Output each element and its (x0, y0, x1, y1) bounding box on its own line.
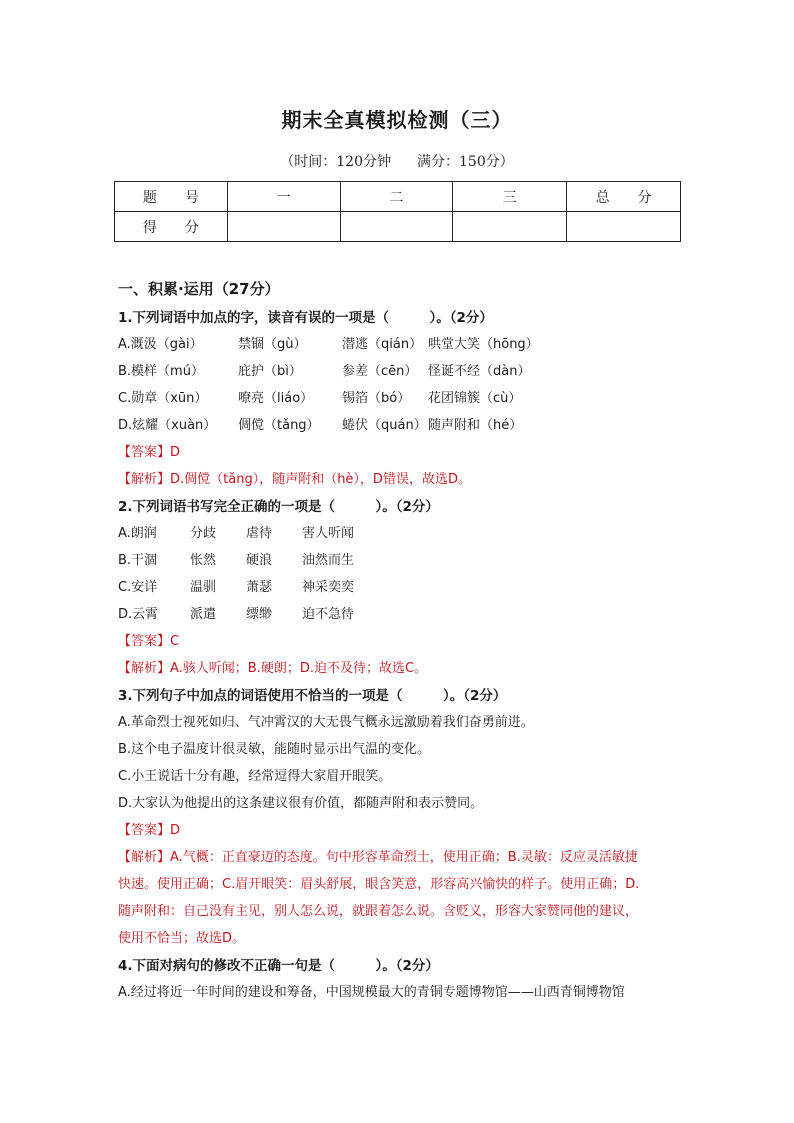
score-table-cell: 得 分 (115, 212, 228, 242)
option-item: 禁锢（gù） (238, 337, 307, 352)
score-table-header-row (115, 182, 681, 212)
option-item: 害人听闻 (302, 526, 355, 541)
question-3-option-b: B.这个电子温度计很灵敏，能随时显示出气温的变化。 (118, 742, 431, 757)
option-item: 神采奕奕 (302, 580, 355, 595)
question-3-explanation-line: 快速。使用正确；C.眉开眼笑：眉头舒展，眼含笑意，形容高兴愉快的样子。使用正确；D. (118, 877, 640, 892)
score-table-cell (453, 212, 567, 242)
question-2-option-c (118, 578, 688, 605)
option-item: 参差（cēn） (342, 364, 418, 379)
option-item: 派遣 (190, 607, 217, 622)
question-1-option-b (118, 362, 688, 389)
page-title: 期末全真模拟检测（三） (281, 108, 513, 132)
exam-info (0, 151, 794, 171)
option-item: 哄堂大笑（hōng） (428, 337, 539, 352)
option-item: 嘹亮（liáo） (238, 391, 314, 406)
option-item: D.云霄 (118, 607, 159, 622)
total-score: 满分：150分） (417, 154, 514, 170)
score-table-cell (567, 212, 681, 242)
question-2-explanation: 【解析】A.骇人听闻；B.硬朗；D.迫不及待；故选C。 (118, 661, 428, 676)
option-item: A.朗润 (118, 526, 157, 541)
question-2-stem: 2.下列词语书写完全正确的一项是（ ）。（2分） (118, 499, 439, 515)
question-4-stem: 4.下面对病句的修改不正确一句是（ ）。（2分） (118, 958, 439, 974)
option-item: 潜逃（qián） (342, 337, 423, 352)
option-item: 锡箔（bó） (342, 391, 411, 406)
score-table-score-row (115, 212, 681, 242)
option-item: 庇护（bì） (238, 364, 302, 379)
option-item: 迫不急待 (302, 607, 355, 622)
option-item: 虐待 (246, 526, 273, 541)
option-item: A.溉汲（gài） (118, 337, 203, 352)
question-1-option-a (118, 335, 688, 362)
score-table-cell: 一 (227, 182, 340, 212)
option-item: 分歧 (190, 526, 217, 541)
score-table (114, 181, 681, 242)
question-1-answer: 【答案】D (118, 445, 181, 460)
question-4-option-a: A.经过将近一年时间的建设和筹备，中国规模最大的青铜专题博物馆——山西青铜博物馆 (118, 985, 625, 1000)
option-item: 怪诞不经（dàn） (428, 364, 531, 379)
option-item: 温驯 (190, 580, 217, 595)
question-3-option-a: A.革命烈士视死如归、气冲霄汉的大无畏气概永远激励着我们奋勇前进。 (118, 715, 534, 730)
section-heading: 一、积累·运用（27分） (118, 280, 280, 298)
option-item: B.模样（mú） (118, 364, 204, 379)
question-1-option-c (118, 389, 688, 416)
question-2-option-d (118, 605, 688, 632)
option-item: D.炫耀（xuàn） (118, 418, 217, 433)
option-item: 倜傥（tǎng） (238, 418, 320, 433)
question-2-answer: 【答案】C (118, 634, 180, 649)
score-table-cell: 二 (340, 182, 453, 212)
exam-content (118, 278, 688, 1010)
option-item: 萧瑟 (246, 580, 273, 595)
option-item: 花团锦簇（cù） (428, 391, 522, 406)
time-limit: （时间：120分钟 (280, 154, 391, 170)
score-table-cell: 三 (453, 182, 567, 212)
option-item: B.干涸 (118, 553, 158, 568)
question-3-stem: 3.下列句子中加点的词语使用不恰当的一项是（ ）。（2分） (118, 688, 507, 704)
option-item: 蜷伏（quán） (342, 418, 427, 433)
option-item: C.安详 (118, 580, 158, 595)
question-2-option-b (118, 551, 688, 578)
option-item: 随声附和（hé） (428, 418, 523, 433)
question-1-option-d (118, 416, 688, 443)
question-1-stem: 1.下列词语中加点的字，读音有误的一项是（ ）。（2分） (118, 310, 493, 326)
option-item: 怅然 (190, 553, 217, 568)
question-1-explanation: 【解析】D.倜傥（tǎng），随声附和（hè），D错误，故选D。 (118, 472, 471, 487)
option-item: 油然而生 (302, 553, 355, 568)
question-3-answer: 【答案】D (118, 823, 181, 838)
score-table-cell (340, 212, 453, 242)
option-item: 硬浪 (246, 553, 273, 568)
score-table-cell: 总 分 (567, 182, 681, 212)
option-item: 缥缈 (246, 607, 273, 622)
score-table-cell (227, 212, 340, 242)
option-item: C.勋章（xūn） (118, 391, 208, 406)
question-3-explanation-line: 使用不恰当；故选D。 (118, 931, 246, 946)
question-2-option-a (118, 524, 688, 551)
question-3-explanation-line: 【解析】A.气概：正直豪迈的态度。句中形容革命烈士，使用正确；B.灵敏：反应灵活敏捷 (118, 850, 638, 865)
score-table-cell: 题 号 (115, 182, 228, 212)
question-3-option-d: D.大家认为他提出的这条建议很有价值，都随声附和表示赞同。 (118, 796, 484, 811)
question-3-explanation-line: 随声附和：自己没有主见，别人怎么说，就跟着怎么说。含贬义，形容大家赞同他的建议， (118, 904, 639, 919)
question-3-option-c: C.小王说话十分有趣，经常逗得大家眉开眼笑。 (118, 769, 392, 784)
